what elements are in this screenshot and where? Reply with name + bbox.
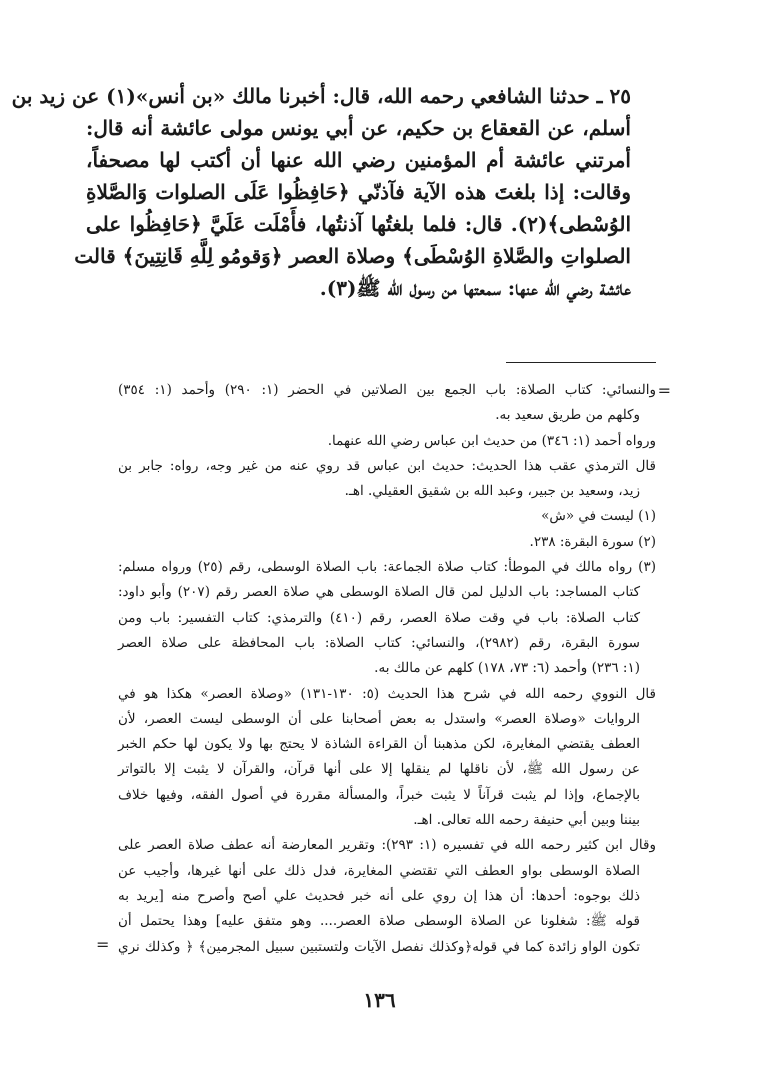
footnote-3: (٣) رواه مالك في الموطأ: كتاب صلاة الجماعة: باب الصلاة الوسطى، رقم (٢٥) ورواه مسلم: xyxy=(118,559,656,576)
hadith-line-7: عائشة رضي الله عنها: سمعتها من رسول الله ﷺ(٣). xyxy=(319,276,631,300)
footnote-line: سورة البقرة، رقم (٢٩٨٢)، والنسائي: كتاب الصلاة: باب المحافظة على صلاة العصر xyxy=(118,634,640,651)
hadith-number: ٢٥ xyxy=(609,84,631,108)
footnotes xyxy=(118,378,656,960)
footnote-line: الروايات «وصلاة العصر» واستدل به بعض أصحابنا على أن الوسطى ليست العصر، لأن xyxy=(118,710,640,727)
continuation-mark-bottom: = xyxy=(96,935,110,954)
footnote-line: قوله ﷺ: شغلونا عن الصلاة الوسطى صلاة العصر.... وهو متفق عليه] وهذا يحتمل أن xyxy=(118,913,640,930)
hadith-line-6: الصلواتِ والصَّلاةِ الوُسْطَى﴾ وصلاة العصر ﴿وَقومُو لِلَّهِ قَانِتِينَ﴾ قالت xyxy=(74,244,631,268)
hadith-text xyxy=(11,80,631,304)
hadith-line-5: الوُسْطى﴾(٢). قال: فلما بلغتُها آذنتُها، فأَمْلَت عَلَيَّ ﴿حَافِظُوا على xyxy=(86,212,631,236)
footnote-line: ذلك بوجوه: أحدها: أن هذا إن روي على أنه خبر فحديث علي أصح وأصرح منه [يريد به xyxy=(118,887,640,904)
hadith-line-1: ٢٥ ـ حدثنا الشافعي رحمه الله، قال: أخبرنا مالك «بن أنس»(١) عن زيد بن xyxy=(11,84,631,108)
footnote-line: زيد، وسعيد بن جبير، وعبد الله بن شقيق العقيلي. اهـ. xyxy=(344,483,640,500)
footnote-line: ورواه أحمد (١: ٣٤٦) من حديث ابن عباس رضي الله عنهما. xyxy=(327,432,656,449)
page-number: ١٣٦ xyxy=(363,988,396,1012)
footnote-line: بيننا وبين أبي حنيفة رحمه الله تعالى. اهـ. xyxy=(413,812,640,829)
footnote-line: تكون الواو زائدة كما في قوله﴿وكذلك نفصل الآيات ولتستبين سبيل المجرمين﴾ ﴿ وكذلك نري xyxy=(118,938,640,955)
hadith-line-4: وقالت: إذا بلغتَ هذه الآية فآذنّي ﴿حَافِظُوا عَلَى الصلوات وَالصَّلاةِ xyxy=(86,180,631,204)
footnote-line: العطف يقتضي المغايرة، لكن مذهبنا أن القراءة الشاذة لا يحتج بها ولا يكون لها حكم الخبر xyxy=(118,736,640,753)
footnote-separator xyxy=(506,362,656,363)
footnote-1: (١) ليست في «ش» xyxy=(541,508,656,525)
footnote-line: وكلهم من طريق سعيد به. xyxy=(495,407,640,424)
footnote-line: قال الترمذي عقب هذا الحديث: حديث ابن عباس قد روي عنه من غير وجه، رواه: جابر بن xyxy=(118,457,656,474)
footnote-line: كتاب الصلاة: باب في وقت صلاة العصر، رقم (٤١٠) والترمذي: كتاب التفسير: باب ومن xyxy=(118,609,641,626)
continuation-mark-top: = xyxy=(657,381,671,400)
footnote-line: بالإجماع، وإذا لم يثبت قرآناً لا يثبت خبراً، والمسألة مقررة في أصول الفقه، وفيها خلاف xyxy=(118,786,640,803)
footnote-line: عن رسول الله ﷺ، لأن ناقلها لم ينقلها إلا على أنها قرآن، والقرآن لا يثبت إلا بالتواتر xyxy=(118,761,640,778)
footnote-line: وقال ابن كثير رحمه الله في تفسيره (١: ٢٩٣): وتقرير المعارضة أنه عطف صلاة العصر على xyxy=(118,837,656,854)
footnote-line: قال النووي رحمه الله في شرح هذا الحديث (٥: ١٣٠-١٣١) «وصلاة العصر» هكذا هو في xyxy=(118,685,656,702)
hadith-line-3: أمرتني عائشة أم المؤمنين رضي الله عنها أن أكتب لها مصحفاً، xyxy=(86,148,631,172)
hadith-line-2: أسلم، عن القعقاع بن حكيم، عن أبي يونس مولى عائشة أنه قال: xyxy=(86,116,631,140)
footnote-line: (١: ٢٣٦) وأحمد (٦: ٧٣، ١٧٨) كلهم عن مالك به. xyxy=(374,660,640,677)
footnote-line: والنسائي: كتاب الصلاة: باب الجمع بين الصلاتين في الحضر (١: ٢٩٠) وأحمد (١: ٣٥٤) xyxy=(118,382,656,398)
footnote-line: كتاب المساجد: باب الدليل لمن قال الصلاة الوسطى هي صلاة العصر رقم (٢٠٧) وأبو داود: xyxy=(118,584,641,601)
footnote-2: (٢) سورة البقرة: ٢٣٨. xyxy=(529,533,656,550)
footnote-line: الصلاة الوسطى بواو العطف التي تقتضي المغايرة، فدل ذلك على أنها غيرها، وأجيب عن xyxy=(118,862,640,879)
